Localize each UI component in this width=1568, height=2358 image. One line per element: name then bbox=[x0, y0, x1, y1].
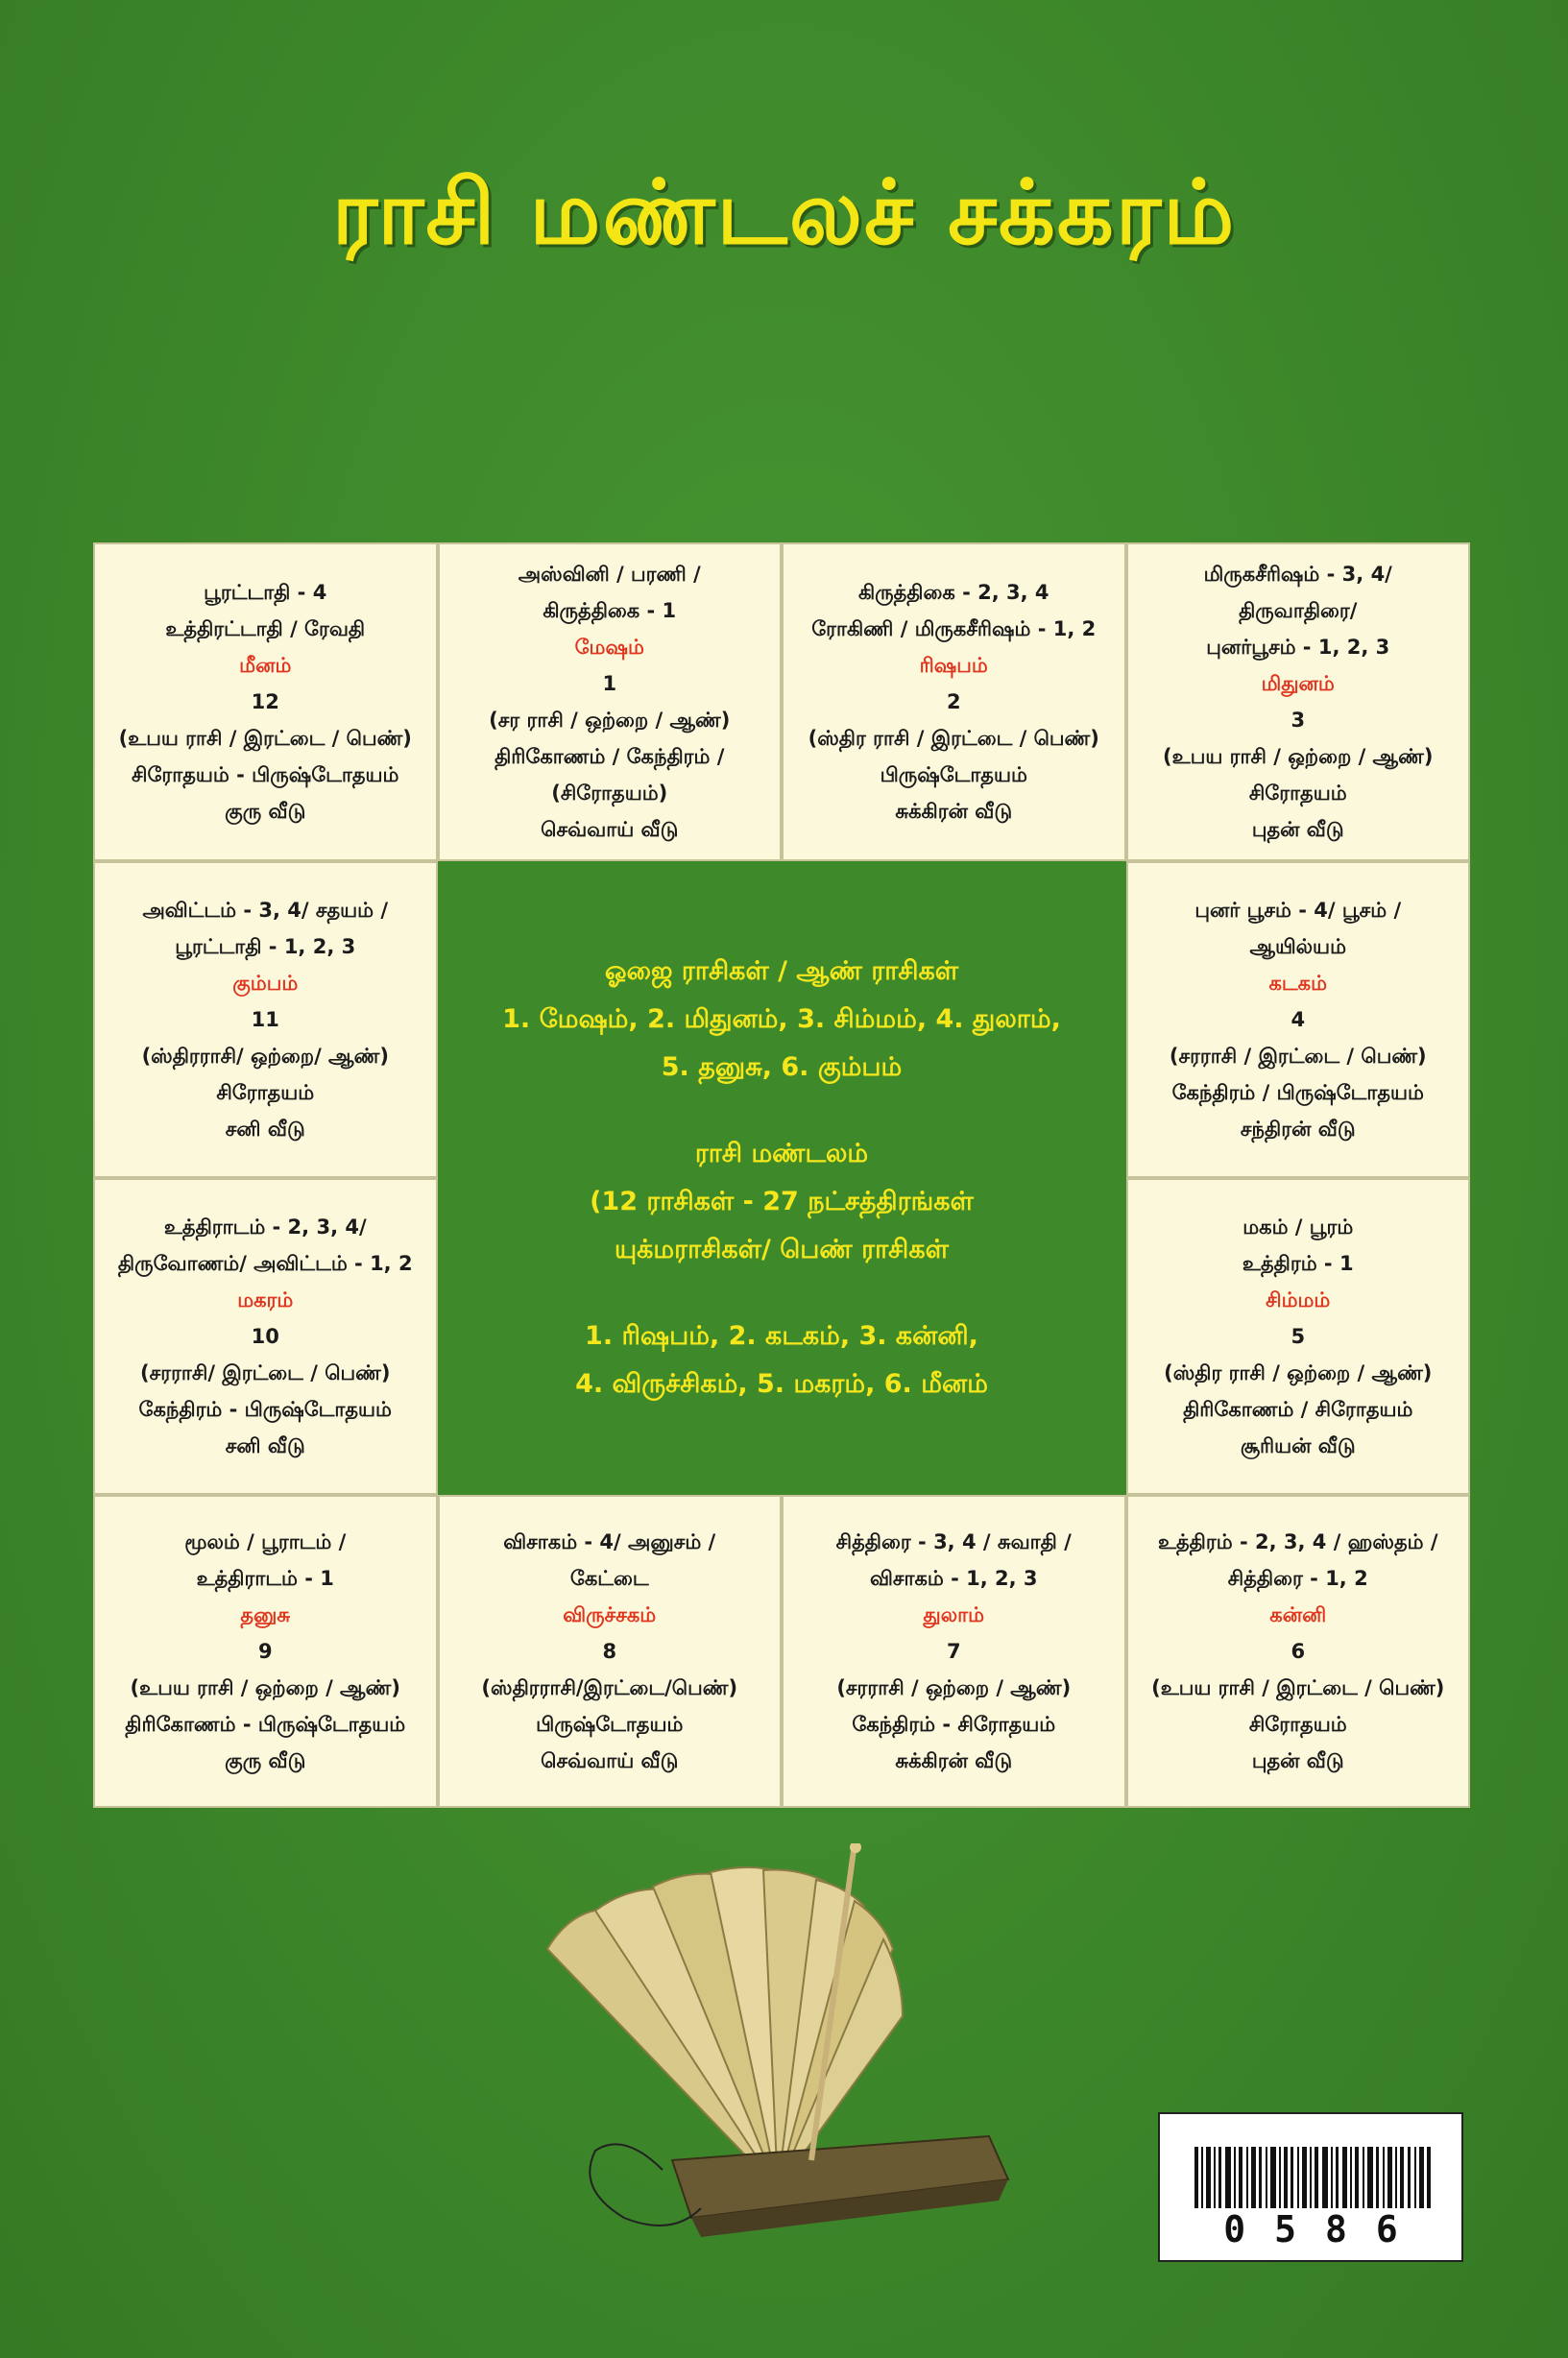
rasi-name: மீனம் bbox=[239, 654, 292, 677]
rasi-number: 10 bbox=[251, 1325, 279, 1348]
rasi-name: ரிஷபம் bbox=[919, 654, 988, 677]
even-signs-list-1: 1. ரிஷபம், 2. கடகம், 3. கன்னி, bbox=[585, 1321, 978, 1351]
nakshatra-line: பூரட்டாதி - 4 bbox=[204, 581, 327, 604]
rasi-detail-line: (உபய ராசி / ஒற்றை / ஆண்) bbox=[130, 1676, 400, 1699]
rasi-detail-line: பிருஷ்டோதயம் bbox=[880, 763, 1027, 786]
chart-center-panel bbox=[438, 861, 1126, 1495]
nakshatra-line: உத்திரம் - 2, 3, 4 / ஹஸ்தம் / bbox=[1157, 1530, 1438, 1553]
rasi-detail-line: சுக்கிரன் வீடு bbox=[895, 800, 1013, 823]
nakshatra-line: விசாகம் - 1, 2, 3 bbox=[869, 1567, 1038, 1590]
rasi-number: 1 bbox=[602, 672, 617, 695]
rasi-detail-line: சனி வீடு bbox=[225, 1434, 305, 1457]
nakshatra-line: கிருத்திகை - 2, 3, 4 bbox=[857, 581, 1049, 604]
rasi-cell bbox=[438, 1495, 783, 1808]
rasi-number: 12 bbox=[251, 690, 279, 713]
mandala-subheading: (12 ராசிகள் - 27 நட்சத்திரங்கள் bbox=[590, 1187, 974, 1216]
nakshatra-line: அஸ்வினி / பரணி / bbox=[518, 563, 701, 586]
rasi-name: கன்னி bbox=[1269, 1603, 1327, 1626]
rasi-detail-line: புதன் வீடு bbox=[1251, 818, 1344, 841]
rasi-detail-line: (ஸ்திரராசி/ ஒற்றை/ ஆண்) bbox=[141, 1045, 389, 1068]
rasi-detail-line: சிரோதயம் bbox=[216, 1081, 315, 1104]
rasi-name: சிம்மம் bbox=[1266, 1288, 1331, 1311]
rasi-detail-line: சந்திரன் வீடு bbox=[1240, 1118, 1356, 1141]
rasi-number: 9 bbox=[257, 1640, 273, 1663]
rasi-detail-line: புதன் வீடு bbox=[1251, 1749, 1344, 1772]
rasi-number: 4 bbox=[1291, 1008, 1306, 1031]
rasi-name: விருச்சகம் bbox=[563, 1603, 657, 1626]
nakshatra-line: உத்திராடம் - 2, 3, 4/ bbox=[163, 1215, 367, 1239]
nakshatra-line: புனர்பூசம் - 1, 2, 3 bbox=[1206, 636, 1390, 659]
odd-signs-list-2: 5. தனுசு, 6. கும்பம் bbox=[661, 1052, 903, 1082]
rasi-name: கும்பம் bbox=[232, 972, 299, 995]
rasi-detail-line: (சர ராசி / ஒற்றை / ஆண்) bbox=[489, 709, 731, 732]
rasi-detail-line: (சரராசி / இரட்டை / பெண்) bbox=[1169, 1045, 1427, 1068]
even-signs-heading: யுக்மராசிகள்/ பெண் ராசிகள் bbox=[615, 1235, 949, 1264]
rasi-detail-line: கேந்திரம் - பிருஷ்டோதயம் bbox=[138, 1398, 392, 1421]
rasi-detail-line: சனி வீடு bbox=[225, 1118, 305, 1141]
mandala-heading: ராசி மண்டலம் bbox=[694, 1139, 869, 1168]
nakshatra-line: உத்திராடம் - 1 bbox=[196, 1567, 334, 1590]
nakshatra-line: கேட்டை bbox=[569, 1567, 649, 1590]
rasi-name: துலாம் bbox=[923, 1603, 984, 1626]
rasi-cell bbox=[782, 542, 1126, 861]
rasi-cell bbox=[1126, 1178, 1471, 1495]
nakshatra-line: ரோகிணி / மிருகசீரிஷம் - 1, 2 bbox=[811, 617, 1097, 640]
rasi-cell bbox=[1126, 1495, 1471, 1808]
rasi-detail-line: திரிகோணம் / கேந்திரம் / bbox=[495, 745, 725, 768]
rasi-cell bbox=[93, 1178, 438, 1495]
nakshatra-line: திருவாதிரை/ bbox=[1239, 599, 1358, 622]
rasi-detail-line: (சரராசி/ இரட்டை / பெண்) bbox=[140, 1361, 391, 1384]
rasi-name: கடகம் bbox=[1268, 972, 1327, 995]
rasi-detail-line: குரு வீடு bbox=[225, 1749, 306, 1772]
rasi-number: 11 bbox=[251, 1008, 279, 1031]
even-signs-list-2: 4. விருச்சிகம், 5. மகரம், 6. மீனம் bbox=[575, 1369, 988, 1399]
rasi-detail-line: சிரோதயம் bbox=[1248, 782, 1347, 805]
rasi-detail-line: கேந்திரம் - சிரோதயம் bbox=[852, 1713, 1056, 1736]
rasi-detail-line: (உபய ராசி / ஒற்றை / ஆண்) bbox=[1163, 745, 1434, 768]
nakshatra-line: உத்திரட்டாதி / ரேவதி bbox=[165, 617, 366, 640]
odd-signs-list-1: 1. மேஷம், 2. மிதுனம், 3. சிம்மம், 4. துலாம், bbox=[502, 1004, 1061, 1034]
rasi-detail-line: (ஸ்திர ராசி / இரட்டை / பெண்) bbox=[808, 727, 1099, 750]
rasi-detail-line: (சரராசி / ஒற்றை / ஆண்) bbox=[836, 1676, 1072, 1699]
rasi-number: 8 bbox=[602, 1640, 617, 1663]
rasi-detail-line: (உபய ராசி / இரட்டை / பெண்) bbox=[118, 727, 412, 750]
rasi-cell bbox=[1126, 542, 1471, 861]
rasi-name: மிதுனம் bbox=[1261, 672, 1335, 695]
rasi-detail-line: சுக்கிரன் வீடு bbox=[895, 1749, 1013, 1772]
barcode-icon bbox=[1194, 2147, 1431, 2208]
rasi-number: 6 bbox=[1291, 1640, 1306, 1663]
rasi-chart-grid bbox=[93, 542, 1470, 1808]
rasi-detail-line: செவ்வாய் வீடு bbox=[541, 818, 679, 841]
page-title: ராசி மண்டலச் சக்கரம் bbox=[331, 161, 1237, 264]
rasi-detail-line: (சிரோதயம்) bbox=[551, 782, 668, 805]
rasi-detail-line: (ஸ்திர ராசி / ஒற்றை / ஆண்) bbox=[1164, 1361, 1433, 1384]
rasi-number: 5 bbox=[1291, 1325, 1306, 1348]
nakshatra-line: மூலம் / பூராடம் / bbox=[184, 1530, 347, 1553]
rasi-name: மேஷம் bbox=[574, 636, 644, 659]
rasi-detail-line: சிரோதயம் - பிருஷ்டோதயம் bbox=[132, 763, 399, 786]
nakshatra-line: உத்திரம் - 1 bbox=[1242, 1252, 1354, 1275]
rasi-cell bbox=[93, 861, 438, 1178]
nakshatra-line: புனர் பூசம் - 4/ பூசம் / bbox=[1194, 899, 1402, 922]
rasi-detail-line: கேந்திரம் / பிருஷ்டோதயம் bbox=[1171, 1081, 1424, 1104]
rasi-detail-line: திரிகோணம் - பிருஷ்டோதயம் bbox=[125, 1713, 406, 1736]
rasi-number: 7 bbox=[946, 1640, 961, 1663]
nakshatra-line: விசாகம் - 4/ அனுசம் / bbox=[503, 1530, 716, 1553]
rasi-name: மகரம் bbox=[237, 1288, 294, 1311]
nakshatra-line: அவிட்டம் - 3, 4/ சதயம் / bbox=[142, 899, 389, 922]
rasi-detail-line: சிரோதயம் bbox=[1248, 1713, 1347, 1736]
barcode-number: 0586 bbox=[1223, 2208, 1427, 2250]
rasi-detail-line: (உபய ராசி / இரட்டை / பெண்) bbox=[1151, 1676, 1445, 1699]
rasi-detail-line: குரு வீடு bbox=[225, 800, 306, 823]
nakshatra-line: மிருகசீரிஷம் - 3, 4/ bbox=[1203, 563, 1392, 586]
odd-signs-heading: ஓஜை ராசிகள் / ஆண் ராசிகள் bbox=[604, 956, 959, 986]
nakshatra-line: பூரட்டாதி - 1, 2, 3 bbox=[175, 935, 356, 958]
rasi-detail-line: திரிகோணம் / சிரோதயம் bbox=[1183, 1398, 1413, 1421]
nakshatra-line: சித்திரை - 1, 2 bbox=[1227, 1567, 1368, 1590]
rasi-cell bbox=[93, 1495, 438, 1808]
rasi-number: 3 bbox=[1291, 709, 1306, 732]
nakshatra-line: சித்திரை - 3, 4 / சுவாதி / bbox=[835, 1530, 1072, 1553]
rasi-cell bbox=[438, 542, 783, 861]
rasi-detail-line: செவ்வாய் வீடு bbox=[541, 1749, 679, 1772]
nakshatra-line: மகம் / பூரம் bbox=[1242, 1215, 1354, 1239]
palm-leaf-manuscript-illustration bbox=[538, 1843, 1027, 2247]
rasi-number: 2 bbox=[946, 690, 961, 713]
rasi-cell bbox=[782, 1495, 1126, 1808]
rasi-detail-line: (ஸ்திரராசி/இரட்டை/பெண்) bbox=[481, 1676, 738, 1699]
nakshatra-line: கிருத்திகை - 1 bbox=[543, 599, 677, 622]
barcode-label bbox=[1158, 2112, 1463, 2262]
nakshatra-line: ஆயில்யம் bbox=[1249, 935, 1346, 958]
rasi-cell bbox=[93, 542, 438, 861]
rasi-name: தனுசு bbox=[240, 1603, 291, 1626]
rasi-detail-line: சூரியன் வீடு bbox=[1240, 1434, 1356, 1457]
nakshatra-line: திருவோணம்/ அவிட்டம் - 1, 2 bbox=[117, 1252, 413, 1275]
rasi-cell bbox=[1126, 861, 1471, 1178]
rasi-detail-line: பிருஷ்டோதயம் bbox=[536, 1713, 684, 1736]
